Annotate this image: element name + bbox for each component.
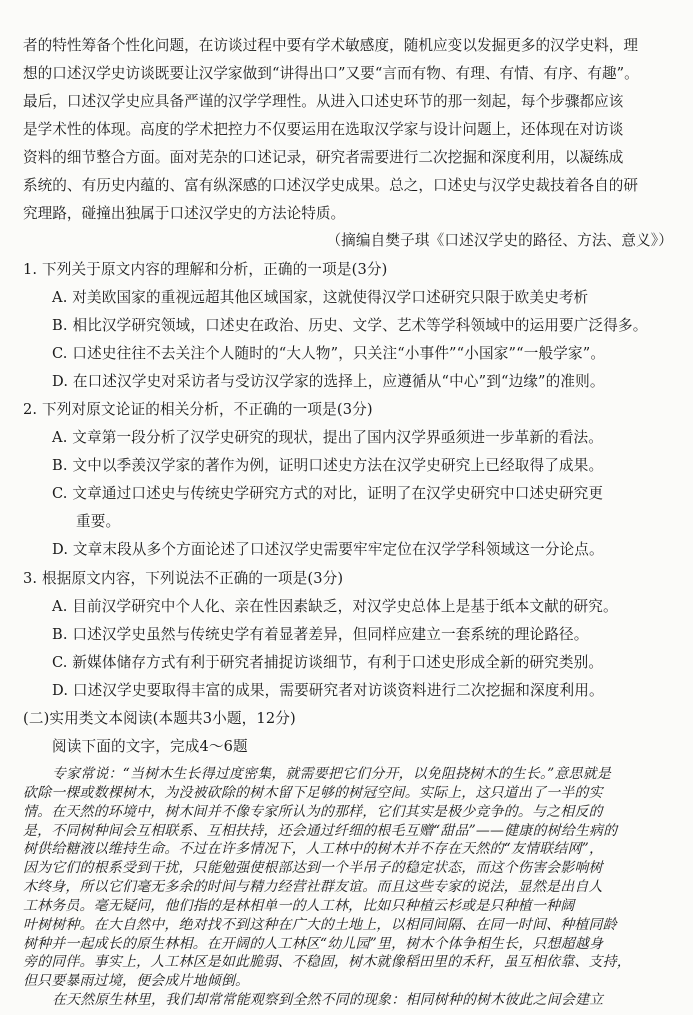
passage2-line-10: 树种并一起成长的原生林相。在开阔的人工林区“幼儿园”里，树木个体争相生长，只想超越身: [23, 935, 604, 952]
passage2-line-11: 旁的同伴。事实上，人工林区是如此脆弱、不稳固，树木就像稻田里的禾秆，虽互相依靠、支持，: [23, 954, 631, 971]
q1-option-c: C. 口述史往往不去关注个人随时的“大人物”，只关注“小事件”“小国家”“一般学家”。: [52, 345, 606, 362]
q3-stem: 3. 根据原文内容，下列说法不正确的一项是(3分): [23, 570, 344, 587]
q2-option-a: A. 文章第一段分析了汉学史研究的现状，提出了国内汉学界亟须进一步革新的看法。: [52, 429, 604, 446]
passage1-source: （摘编自樊子琪《口述汉学史的路径、方法、意义》）: [326, 232, 673, 249]
passage2-line-13: 在天然原生林里，我们却常常能观察到全然不同的现象：相同树种的树木彼此之间会建立: [52, 992, 604, 1009]
q1-option-a: A. 对美欧国家的重视远超其他区域国家，这就使得汉学口述研究只限于欧美史考析: [52, 289, 589, 306]
q2-option-b: B. 文中以季羡汉学家的著作为例，证明口述史方法在汉学史研究上已经取得了成果。: [52, 457, 604, 474]
passage2-line-8: 工林务员。毫无疑问，他们指的是林相单一的人工林，比如只种植云杉或是只种植一种阔: [23, 897, 575, 914]
passage2-line-9: 叶树树种。在大自然中，绝对找不到这种在广大的土地上，以相同间隔、在同一时间、种植同龄: [23, 916, 617, 933]
q1-option-b: B. 相比汉学研究领域，口述史在政治、历史、文学、艺术等学科领域中的运用要广泛得多。: [52, 317, 648, 334]
q2-option-c-cont: 重要。: [76, 513, 121, 530]
q2-stem: 2. 下列对原文论证的相关分析，不正确的一项是(3分): [23, 401, 373, 418]
passage2-line-4: 是，不同树种间会互相联系、互相扶持，还会通过纤细的根毛互赠“甜品”——健康的树给生病的: [23, 822, 618, 839]
passage1-line-7: 究理路，碰撞出独属于口述汉学史的方法论特质。: [23, 205, 346, 222]
passage2-line-3: 情。在天然的环境中，树木间并不像专家所认为的那样，它们其实是极少竞争的。与之相反的: [23, 803, 603, 820]
passage1-line-4: 是学术性的体现。高度的学术把控力不仅要运用在选取汉学家与设计问题上，还体现在对访谈: [23, 121, 624, 138]
passage2-line-7: 木终身，所以它们毫无多余的时间与精力经营社群友谊。而且这些专家的说法，显然是出自人: [23, 879, 603, 896]
q2-option-d: D. 文章末段从多个方面论述了口述汉学史需要牢牢定位在汉学学科领域这一分论点。: [52, 541, 604, 558]
section2-instruction: 阅读下面的文字，完成4～6题: [52, 738, 248, 755]
passage2-line-1: 专家常说：“当树木生长得过度密集，就需要把它们分开，以免阻挠树木的生长。”意思就是: [52, 766, 612, 782]
q3-option-c: C. 新媒体储存方式有利于研究者捕捉访谈细节，有利于口述史形成全新的研究类别。: [52, 654, 604, 671]
passage2-line-2: 砍除一棵或数棵树木，为没被砍除的树木留下足够的树冠空间。实际上，这只道出了一半的实: [23, 784, 603, 801]
passage1-line-2: 想的口述汉学史访谈既要让汉学家做到“讲得出口”又要“言而有物、有理、有情、有序、有趣”。: [23, 65, 639, 82]
passage1-line-3: 最后，口述汉学史应具备严谨的汉学学理性。从进入口述史环节的那一刻起，每个步骤都应该: [23, 93, 624, 110]
passage2-line-12: 但只要暴雨过境，便会成片地倾倒。: [23, 973, 250, 990]
passage1-line-6: 系统的、有历史内蕴的、富有纵深感的口述汉学史成果。总之，口述史与汉学史裁技着各自的研: [23, 177, 639, 194]
q3-option-b: B. 口述汉学史虽然与传统史学有着显著差异，但同样应建立一套系统的理论路径。: [52, 626, 589, 643]
q2-option-c: C. 文章通过口述史与传统史学研究方式的对比，证明了在汉学史研究中口述史研究更: [52, 485, 604, 502]
q3-option-d: D. 口述汉学史要取得丰富的成果，需要研究者对访谈资料进行二次挖掘和深度利用。: [52, 682, 604, 699]
q3-option-a: A. 目前汉学研究中个人化、亲在性因素缺乏，对汉学史总体上是基于纸本文献的研究。: [52, 598, 618, 615]
section2-heading: (二)实用类文本阅读(本题共3小题，12分): [23, 710, 296, 727]
q1-stem: 1. 下列关于原文内容的理解和分析，正确的一项是(3分): [23, 261, 388, 278]
passage1-line-5: 资料的细节整合方面。面对芜杂的口述记录，研究者需要进行二次挖掘和深度利用，以凝练成: [23, 149, 624, 166]
passage2-line-5: 树供给糖液以维持生命。不过在许多情况下，人工林中的树木并不存在天然的“友情联结网”，: [23, 841, 604, 858]
passage1-line-1: 者的特性筹备个性化问题，在访谈过程中要有学术敏感度，随机应变以发掘更多的汉学史料，理: [23, 37, 639, 54]
q1-option-d: D. 在口述汉学史对采访者与受访汉学家的选择上，应遵循从“中心”到“边缘”的准则。: [52, 373, 605, 390]
passage2-line-6: 因为它们的根系受到干扰，只能勉强使根部达到一个半吊子的稳定状态，而这个伤害会影响树: [23, 860, 603, 877]
